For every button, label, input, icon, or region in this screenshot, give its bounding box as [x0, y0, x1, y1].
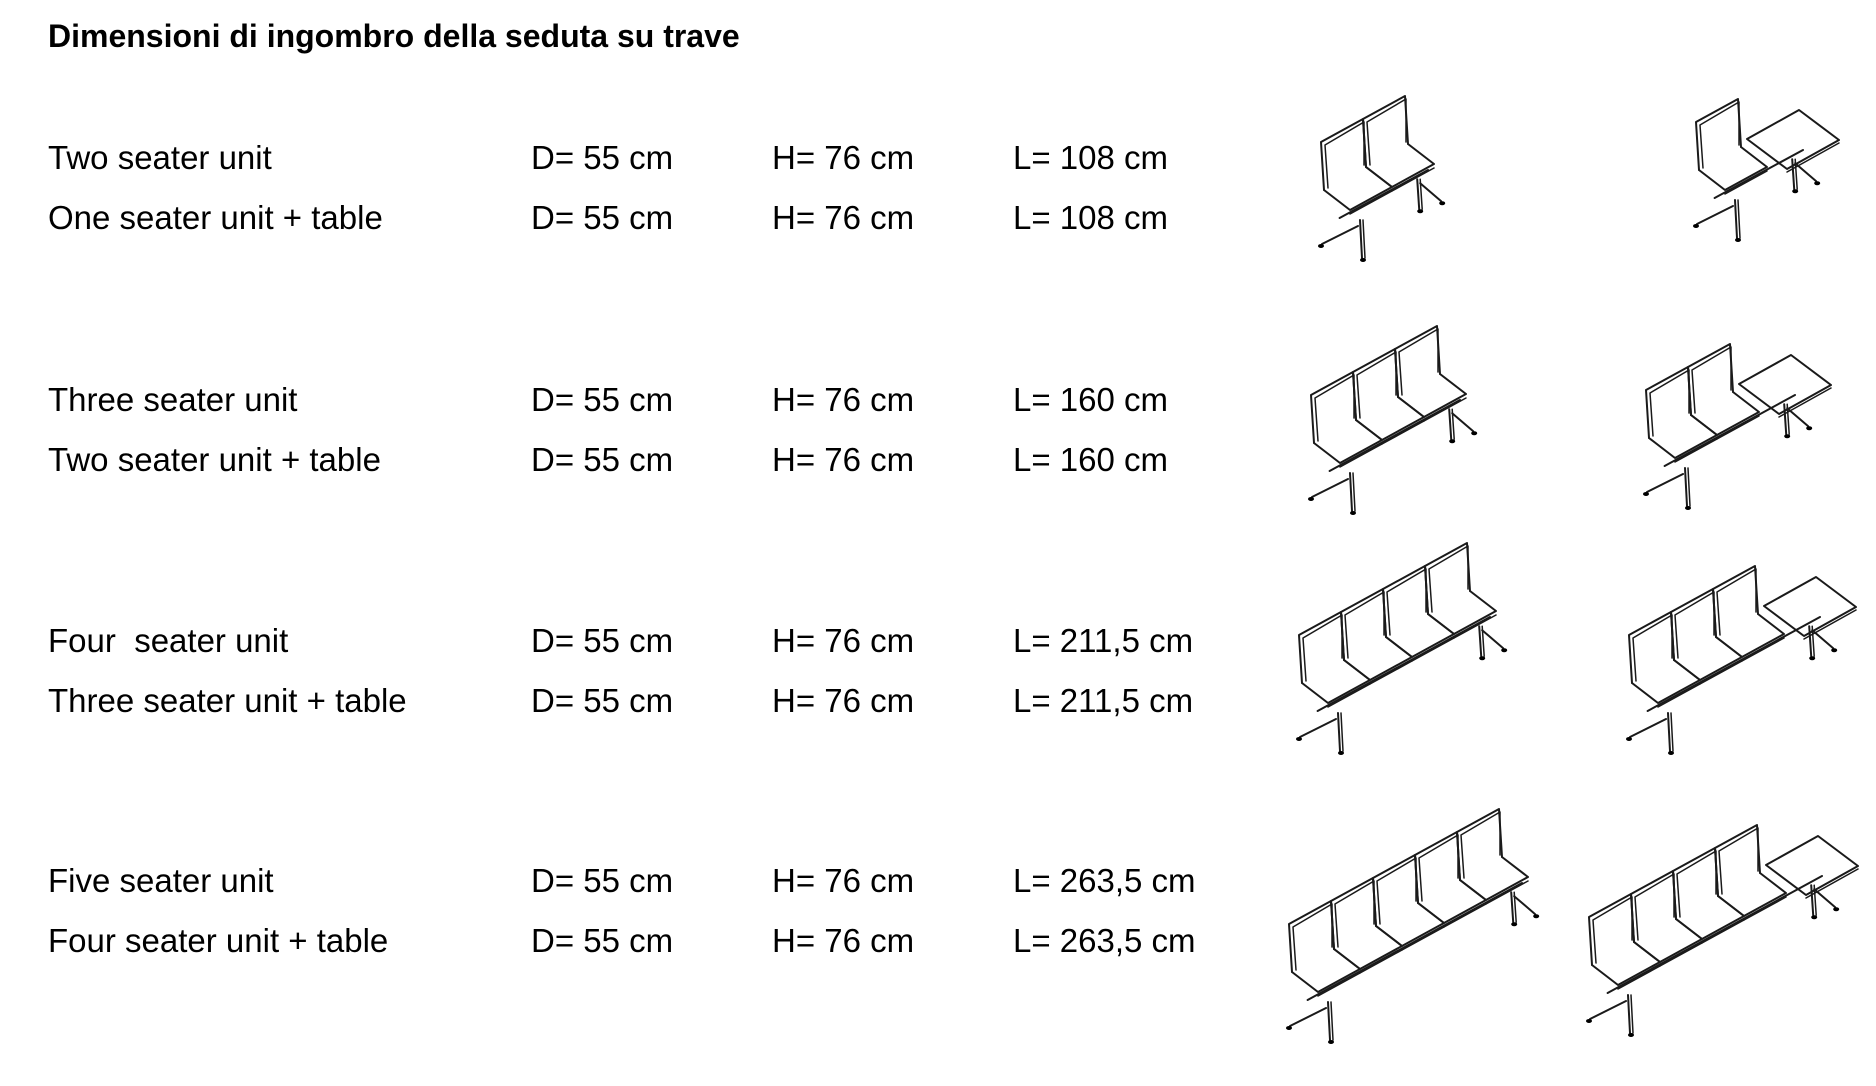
height-value: H= 76 cm: [772, 441, 915, 478]
front-leg: [1668, 713, 1674, 755]
height-value: H= 76 cm: [772, 381, 915, 418]
foot-brace: [1626, 719, 1666, 741]
bench-drawing-three-seater: [1300, 333, 1540, 513]
seat-shell: [1289, 901, 1360, 996]
unit-label: Four seater unit: [48, 622, 289, 659]
unit-label: Three seater unit: [48, 381, 298, 418]
seat-shell: [1299, 612, 1370, 707]
spec-row: [0, 198, 1260, 238]
unit-label: Two seater unit: [48, 139, 272, 176]
length-value: L= 160 cm: [1013, 441, 1169, 478]
seat-shell: [1341, 589, 1412, 684]
seat-shell: [1311, 372, 1382, 467]
spec-row: [0, 440, 1260, 480]
unit-label: Two seater unit + table: [48, 441, 381, 478]
seat-shell: [1589, 894, 1660, 989]
seat-shell: [1331, 878, 1402, 973]
depth-value: D= 55 cm: [531, 682, 674, 719]
foot-brace: [1514, 896, 1539, 918]
beam: [1330, 400, 1460, 471]
front-leg: [1328, 1002, 1334, 1044]
bench-drawing-four-seater: [1288, 553, 1568, 753]
foot-brace: [1420, 183, 1445, 205]
depth-value: D= 55 cm: [531, 922, 674, 959]
bench-drawing-one-seater-table: [1685, 100, 1845, 240]
unit-label: Four seater unit + table: [48, 922, 389, 959]
spec-row: [0, 380, 1260, 420]
foot-brace: [1308, 479, 1348, 501]
page-title: Dimensioni di ingombro della seduta su trave: [48, 18, 740, 54]
height-value: H= 76 cm: [772, 922, 915, 959]
spec-row: [0, 861, 1260, 901]
bench-drawing-two-seater-table: [1635, 348, 1855, 508]
seat-shell: [1395, 326, 1466, 421]
bench-drawing-three-seater-table: [1618, 553, 1858, 753]
seat-shell: [1629, 612, 1700, 707]
length-value: L= 211,5 cm: [1013, 682, 1194, 719]
foot-brace: [1586, 1001, 1626, 1023]
depth-value: D= 55 cm: [531, 381, 674, 418]
length-value: L= 108 cm: [1013, 199, 1169, 236]
length-value: L= 211,5 cm: [1013, 622, 1194, 659]
bench-drawing-four-seater-table: [1578, 815, 1868, 1035]
seat-shell: [1425, 543, 1496, 638]
beam: [1648, 617, 1820, 711]
seat-shell: [1631, 871, 1702, 966]
depth-value: D= 55 cm: [531, 199, 674, 236]
seat-shell: [1415, 832, 1486, 927]
depth-value: D= 55 cm: [531, 622, 674, 659]
height-value: H= 76 cm: [772, 199, 915, 236]
length-value: L= 108 cm: [1013, 139, 1169, 176]
spec-row: [0, 138, 1260, 178]
foot-brace: [1286, 1008, 1326, 1030]
front-leg: [1685, 468, 1691, 510]
front-leg: [1350, 473, 1356, 515]
foot-brace: [1787, 408, 1812, 430]
foot-brace: [1296, 719, 1336, 741]
beam: [1715, 150, 1803, 198]
height-value: H= 76 cm: [772, 682, 915, 719]
unit-label: Three seater unit + table: [48, 682, 407, 719]
height-value: H= 76 cm: [772, 139, 915, 176]
seat-shell: [1373, 855, 1444, 950]
depth-value: D= 55 cm: [531, 862, 674, 899]
unit-label: One seater unit + table: [48, 199, 383, 236]
seat-shell: [1353, 349, 1424, 444]
foot-brace: [1693, 206, 1733, 228]
beam: [1340, 170, 1428, 218]
bench-drawing-five-seater: [1278, 812, 1558, 1042]
foot-brace: [1643, 474, 1683, 496]
foot-brace: [1812, 630, 1837, 652]
unit-label: Five seater unit: [48, 862, 274, 899]
foot-brace: [1452, 413, 1477, 435]
height-value: H= 76 cm: [772, 862, 915, 899]
front-leg: [1338, 713, 1344, 755]
beam: [1318, 617, 1490, 711]
seat-shell: [1673, 848, 1744, 943]
seat-shell: [1646, 367, 1717, 462]
foot-brace: [1814, 889, 1839, 911]
seat-shell: [1363, 96, 1434, 191]
front-leg: [1628, 995, 1634, 1037]
beam: [1665, 395, 1795, 466]
depth-value: D= 55 cm: [531, 139, 674, 176]
length-value: L= 160 cm: [1013, 381, 1169, 418]
bench-drawing-two-seater: [1310, 100, 1510, 260]
front-leg: [1735, 200, 1741, 242]
seat-shell: [1383, 566, 1454, 661]
foot-brace: [1482, 630, 1507, 652]
spec-row: [0, 621, 1260, 661]
front-leg: [1360, 220, 1366, 262]
length-value: L= 263,5 cm: [1013, 862, 1196, 899]
seat-shell: [1457, 809, 1528, 904]
height-value: H= 76 cm: [772, 622, 915, 659]
foot-brace: [1318, 226, 1358, 248]
seat-shell: [1321, 119, 1392, 214]
depth-value: D= 55 cm: [531, 441, 674, 478]
length-value: L= 263,5 cm: [1013, 922, 1196, 959]
seat-shell: [1671, 589, 1742, 684]
foot-brace: [1795, 163, 1820, 185]
spec-row: [0, 921, 1260, 961]
spec-row: [0, 681, 1260, 721]
